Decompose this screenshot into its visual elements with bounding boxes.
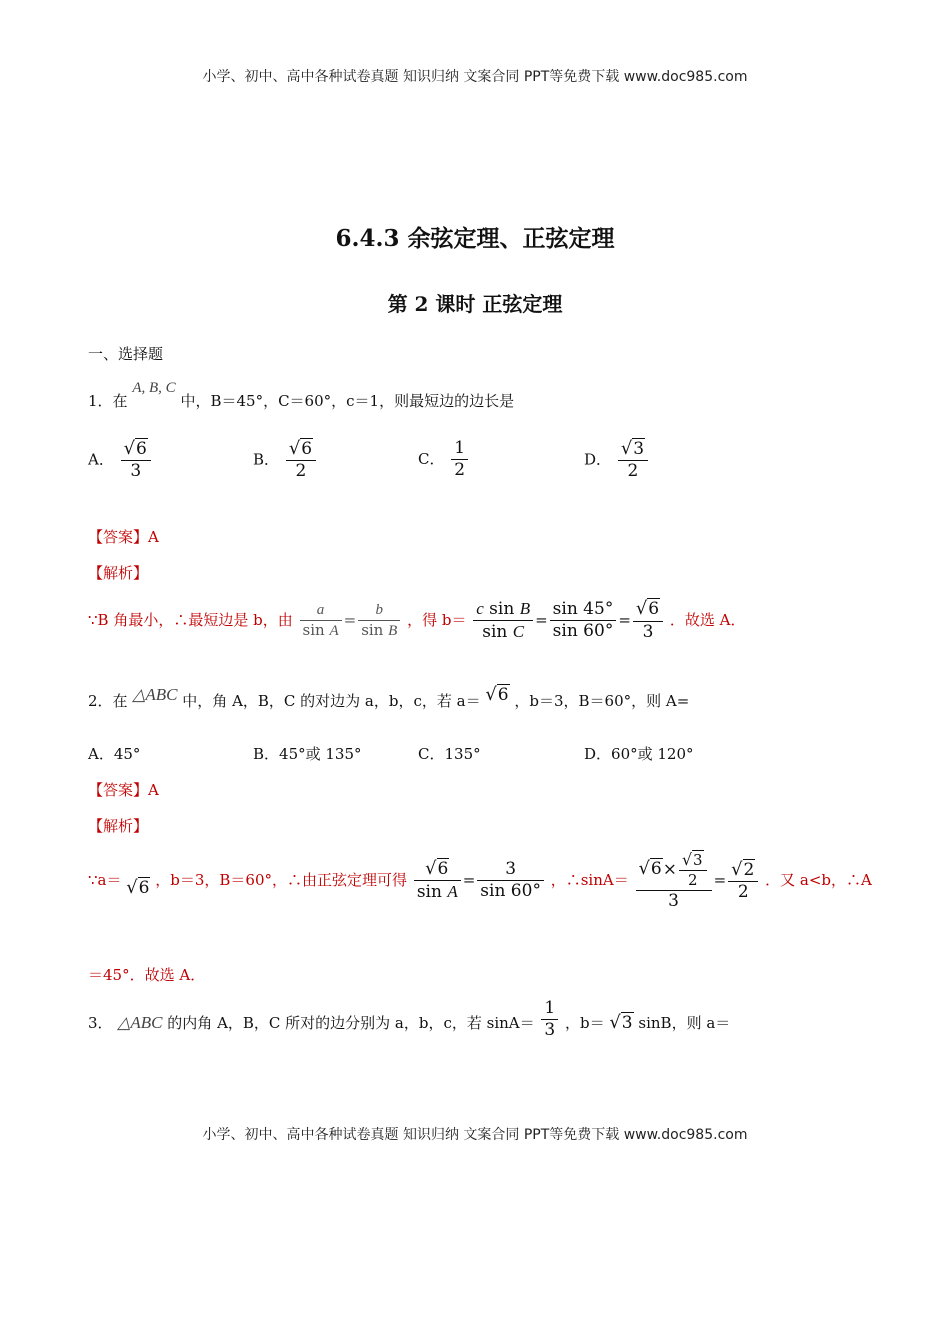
section-heading: 一、选择题 bbox=[88, 345, 164, 363]
q2-sqrt6: √6 bbox=[485, 684, 509, 705]
q2-frac-3-sin60: $\frac{3}{\sin 60^\circ}$ bbox=[477, 859, 544, 903]
q2-answer: 【答案】A bbox=[88, 781, 159, 799]
q1-answer: 【答案】A bbox=[88, 528, 159, 546]
q1-option-d[interactable]: D． $\frac{√3}{2}$ bbox=[584, 438, 650, 483]
q3-sqrt3: √3 bbox=[609, 1011, 633, 1033]
q2-frac-sqrt2-2: $\frac{√2}{2}$ bbox=[728, 859, 758, 904]
q2-solution-end: ＝45°．故选 A． bbox=[88, 966, 206, 984]
q1-option-a[interactable]: A． $\frac{√6}{3}$ bbox=[88, 438, 153, 483]
q2-option-a[interactable]: A．45° bbox=[88, 745, 141, 763]
q3-triangle-math: △ABC bbox=[117, 1012, 163, 1032]
question-3: 3． △ABC 的内角 A，B，C 所对的边分别为 a，b，c，若 sinA＝ $\frac{1}{3}$ ，b＝ √3 sinB，则 a＝ bbox=[88, 998, 731, 1041]
question-1: 1．在 A, B, C 中，B＝45°，C＝60°，c＝1，则最短边的边长是 bbox=[88, 380, 515, 410]
q2-frac-sinA: √6× $\frac{√3}{2}$ 3 bbox=[636, 850, 712, 912]
q1-option-c-fraction: $\frac{1}{2}$ bbox=[451, 438, 468, 482]
q1-frac-sin45: $\frac{\sin 45^\circ}{\sin 60^\circ}$ bbox=[550, 599, 617, 643]
q1-solution: ∵B 角最小，∴最短边是 b，由 $\frac{a}{\text{sin A}}$ = $\frac{b}{\text{sin B}}$ ，得 b＝ $\frac{\text{c sin B}}{\text{sin C}}$ = $\frac{\sin 45^\circ}{\sin 60^\circ}$ = $\frac{√6}{3}$ ．故选 A． bbox=[88, 598, 746, 643]
page-title: 6.4.3 余弦定理、正弦定理 bbox=[335, 225, 615, 252]
q1-ratio-b: $\frac{b}{\text{sin B}}$ bbox=[358, 601, 400, 641]
q1-ratio-a: $\frac{a}{\text{sin A}}$ bbox=[300, 601, 342, 641]
q1-option-a-fraction: $\frac{√6}{3}$ bbox=[121, 438, 151, 483]
question-2: 2．在 △ABC 中，角 A，B，C 的对边为 a，b，c，若 a＝ √6 ，b＝3，B＝60°，则 A= bbox=[88, 684, 690, 710]
page-header: 小学、初中、高中各种试卷真题 知识归纳 文案合同 PPT等免费下载 www.doc985.com bbox=[202, 69, 748, 85]
q1-abc-math: A, B, C bbox=[132, 380, 176, 396]
q1-frac-csinb: $\frac{\text{c sin B}}{\text{sin C}}$ bbox=[473, 598, 533, 644]
q2-solution: ∵a＝ √6 ，b＝3，B＝60°，∴由正弦定理可得 $\frac{√6}{\text{sin A}}$ = $\frac{3}{\sin 60^\circ}$ ，∴sinA＝ √6× $\frac{√3}{2}$ 3 = $\frac{√2}{2}$ ．又 a<b，∴A bbox=[88, 850, 872, 911]
page-subtitle: 第 2 课时 正弦定理 bbox=[387, 292, 563, 316]
q2-option-b[interactable]: B．45°或 135° bbox=[253, 745, 362, 763]
q2-option-c[interactable]: C．135° bbox=[418, 745, 481, 763]
q2-frac-sqrt6-sinA: $\frac{√6}{\text{sin A}}$ bbox=[414, 858, 461, 904]
q1-frac-result: $\frac{√6}{3}$ bbox=[633, 598, 663, 643]
page-footer: 小学、初中、高中各种试卷真题 知识归纳 文案合同 PPT等免费下载 www.doc985.com bbox=[202, 1127, 748, 1143]
q2-option-d[interactable]: D．60°或 120° bbox=[584, 745, 694, 763]
q1-option-b-fraction: $\frac{√6}{2}$ bbox=[286, 438, 316, 483]
q2-analysis-label: 【解析】 bbox=[88, 817, 149, 835]
q1-option-c[interactable]: C． $\frac{1}{2}$ bbox=[418, 438, 470, 482]
q1-analysis-label: 【解析】 bbox=[88, 564, 149, 582]
q3-frac-1-3: $\frac{1}{3}$ bbox=[541, 998, 558, 1042]
q1-option-b[interactable]: B． $\frac{√6}{2}$ bbox=[253, 438, 318, 483]
q2-triangle-math: △ABC bbox=[132, 685, 178, 704]
q2-sol-sqrt6: √6 bbox=[126, 876, 150, 898]
q1-option-d-fraction: $\frac{√3}{2}$ bbox=[618, 438, 648, 483]
